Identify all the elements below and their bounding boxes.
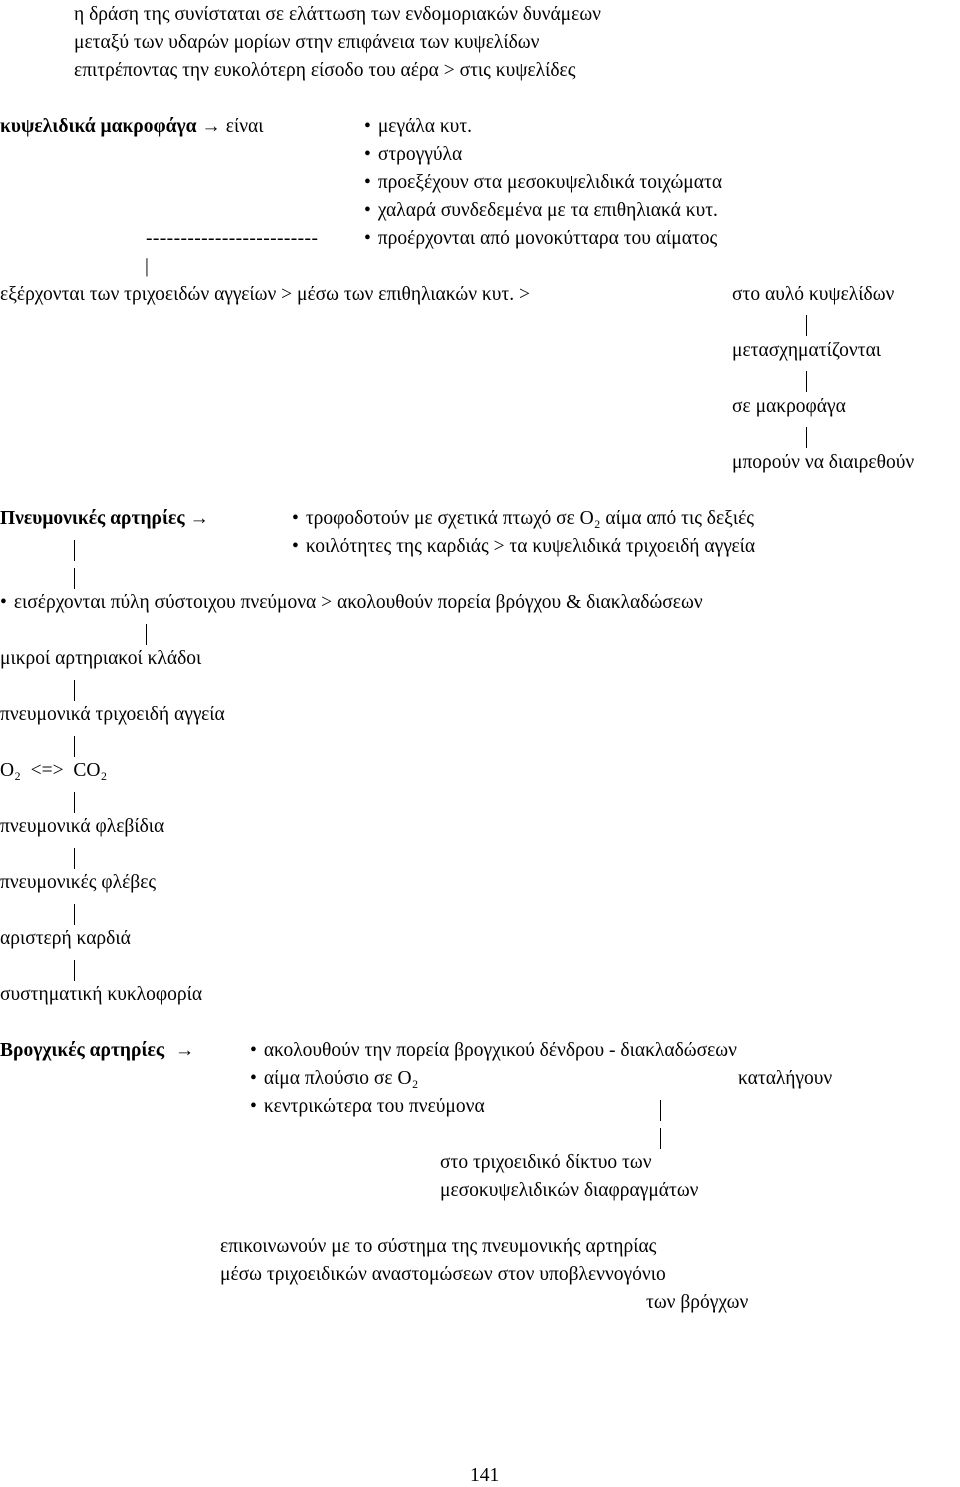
- macrophage-bullet: • χαλαρά συνδεδεμένα με τα επιθηλιακά κυτ.: [364, 201, 718, 221]
- macrophages-title-row: [0, 117, 263, 137]
- intro-line: μεταξύ των υδαρών μορίων στην επιφάνεια των κυψελίδων: [74, 32, 540, 53]
- network-line: στο τριχοειδικό δίκτυο των: [440, 1152, 652, 1173]
- network-line: μεσοκυψελιδικών διαφραγμάτων: [440, 1180, 699, 1201]
- macrophage-bullet: • προεξέχουν στα μεσοκυψελιδικά τοιχώματα: [364, 173, 722, 193]
- end-word: καταλήγουν: [738, 1068, 833, 1089]
- chain-connector: [74, 736, 75, 757]
- gas-exchange: Ο₂ <=> CO₂: [0, 760, 108, 781]
- chain-connector: [146, 624, 147, 645]
- intro-line: η δράση της συνίσταται σε ελάττωση των ενδομοριακών δυνάμεων: [74, 4, 601, 25]
- chain-connector: [74, 568, 75, 589]
- chain-step: σε μακροφάγα: [732, 396, 846, 417]
- macrophage-bullet: • προέρχονται από μονοκύτταρα του αίματος: [364, 229, 717, 249]
- chain-connector: [74, 540, 75, 561]
- macrophages-heading: κυψελιδικά μακροφάγα: [0, 116, 197, 137]
- chain-connector: [660, 1128, 661, 1149]
- chain-step: πνευμονικές φλέβες: [0, 872, 157, 893]
- chain-connector: [74, 680, 75, 701]
- chain-connector: [806, 427, 807, 448]
- right-arrow-icon: →: [174, 1040, 195, 1061]
- communicate-line: των βρόγχων: [646, 1292, 749, 1313]
- chain-step: συστηματική κυκλοφορία: [0, 984, 203, 1005]
- communicate-line: μέσω τριχοειδικών αναστομώσεων στον υποβλεννογόνιο: [220, 1264, 666, 1285]
- enter-line: • εισέρχονται πύλη σύστοιχου πνεύμονα > ακολουθούν πορεία βρόγχου & διακλαδώσεων: [0, 593, 703, 613]
- chain-step: μπορούν να διαιρεθούν: [732, 452, 915, 473]
- chain-step: πνευμονικά φλεβίδια: [0, 816, 165, 837]
- macrophage-bullet: • μεγάλα κυτ.: [364, 117, 472, 137]
- chain-step: μικροί αρτηριακοί κλάδοι: [0, 648, 202, 669]
- right-arrow-icon: →: [201, 116, 221, 137]
- exit-line: εξέρχονται των τριχοειδών αγγείων > μέσω των επιθηλιακών κυτ. >: [0, 284, 530, 305]
- page-number: 141: [470, 1465, 500, 1486]
- bronchial-bullet: • αίμα πλούσιο σε Ο₂: [250, 1069, 418, 1089]
- chain-connector: [806, 371, 807, 392]
- right-arrow-icon: →: [189, 508, 209, 529]
- pulmonary-heading: Πνευμονικές αρτηρίες: [0, 508, 185, 529]
- chain-connector: [74, 792, 75, 813]
- chain-connector: [74, 848, 75, 869]
- chain-connector: [660, 1100, 661, 1121]
- bronchial-title-row: [0, 1041, 194, 1061]
- chain-connector: [806, 315, 807, 336]
- dashed-connector: -------------------------: [146, 228, 319, 249]
- chain-step: αριστερή καρδιά: [0, 928, 131, 949]
- bronchial-heading: Βρογχικές αρτηρίες: [0, 1040, 165, 1061]
- chain-step: μετασχηματίζονται: [732, 340, 882, 361]
- pulmonary-bullet: • κοιλότητες της καρδιάς > τα κυψελιδικά τριχοειδή αγγεία: [292, 537, 755, 557]
- chain-step: πνευμονικά τριχοειδή αγγεία: [0, 704, 225, 725]
- bronchial-bullet: • κεντρικώτερα του πνεύμονα: [250, 1097, 485, 1117]
- pulmonary-title-row: [0, 509, 209, 529]
- chain-step: στο αυλό κυψελίδων: [732, 284, 895, 305]
- pulmonary-bullet: • τροφοδοτούν με σχετικά πτωχό σε Ο₂ αίμα από τις δεξιές: [292, 509, 754, 529]
- bronchial-bullet: • ακολουθούν την πορεία βρογχικού δένδρου - διακλαδώσεων: [250, 1041, 737, 1061]
- chain-connector: [74, 960, 75, 981]
- chain-connector: [74, 904, 75, 925]
- intro-line: επιτρέποντας την ευκολότερη είσοδο του αέρα > στις κυψελίδες: [74, 60, 576, 81]
- macrophage-bullet: • στρογγύλα: [364, 145, 462, 165]
- vertical-bar: |: [145, 256, 149, 277]
- communicate-line: επικοινωνούν με το σύστημα της πνευμονικής αρτηρίας: [220, 1236, 657, 1257]
- macrophages-verb: είναι: [225, 116, 264, 137]
